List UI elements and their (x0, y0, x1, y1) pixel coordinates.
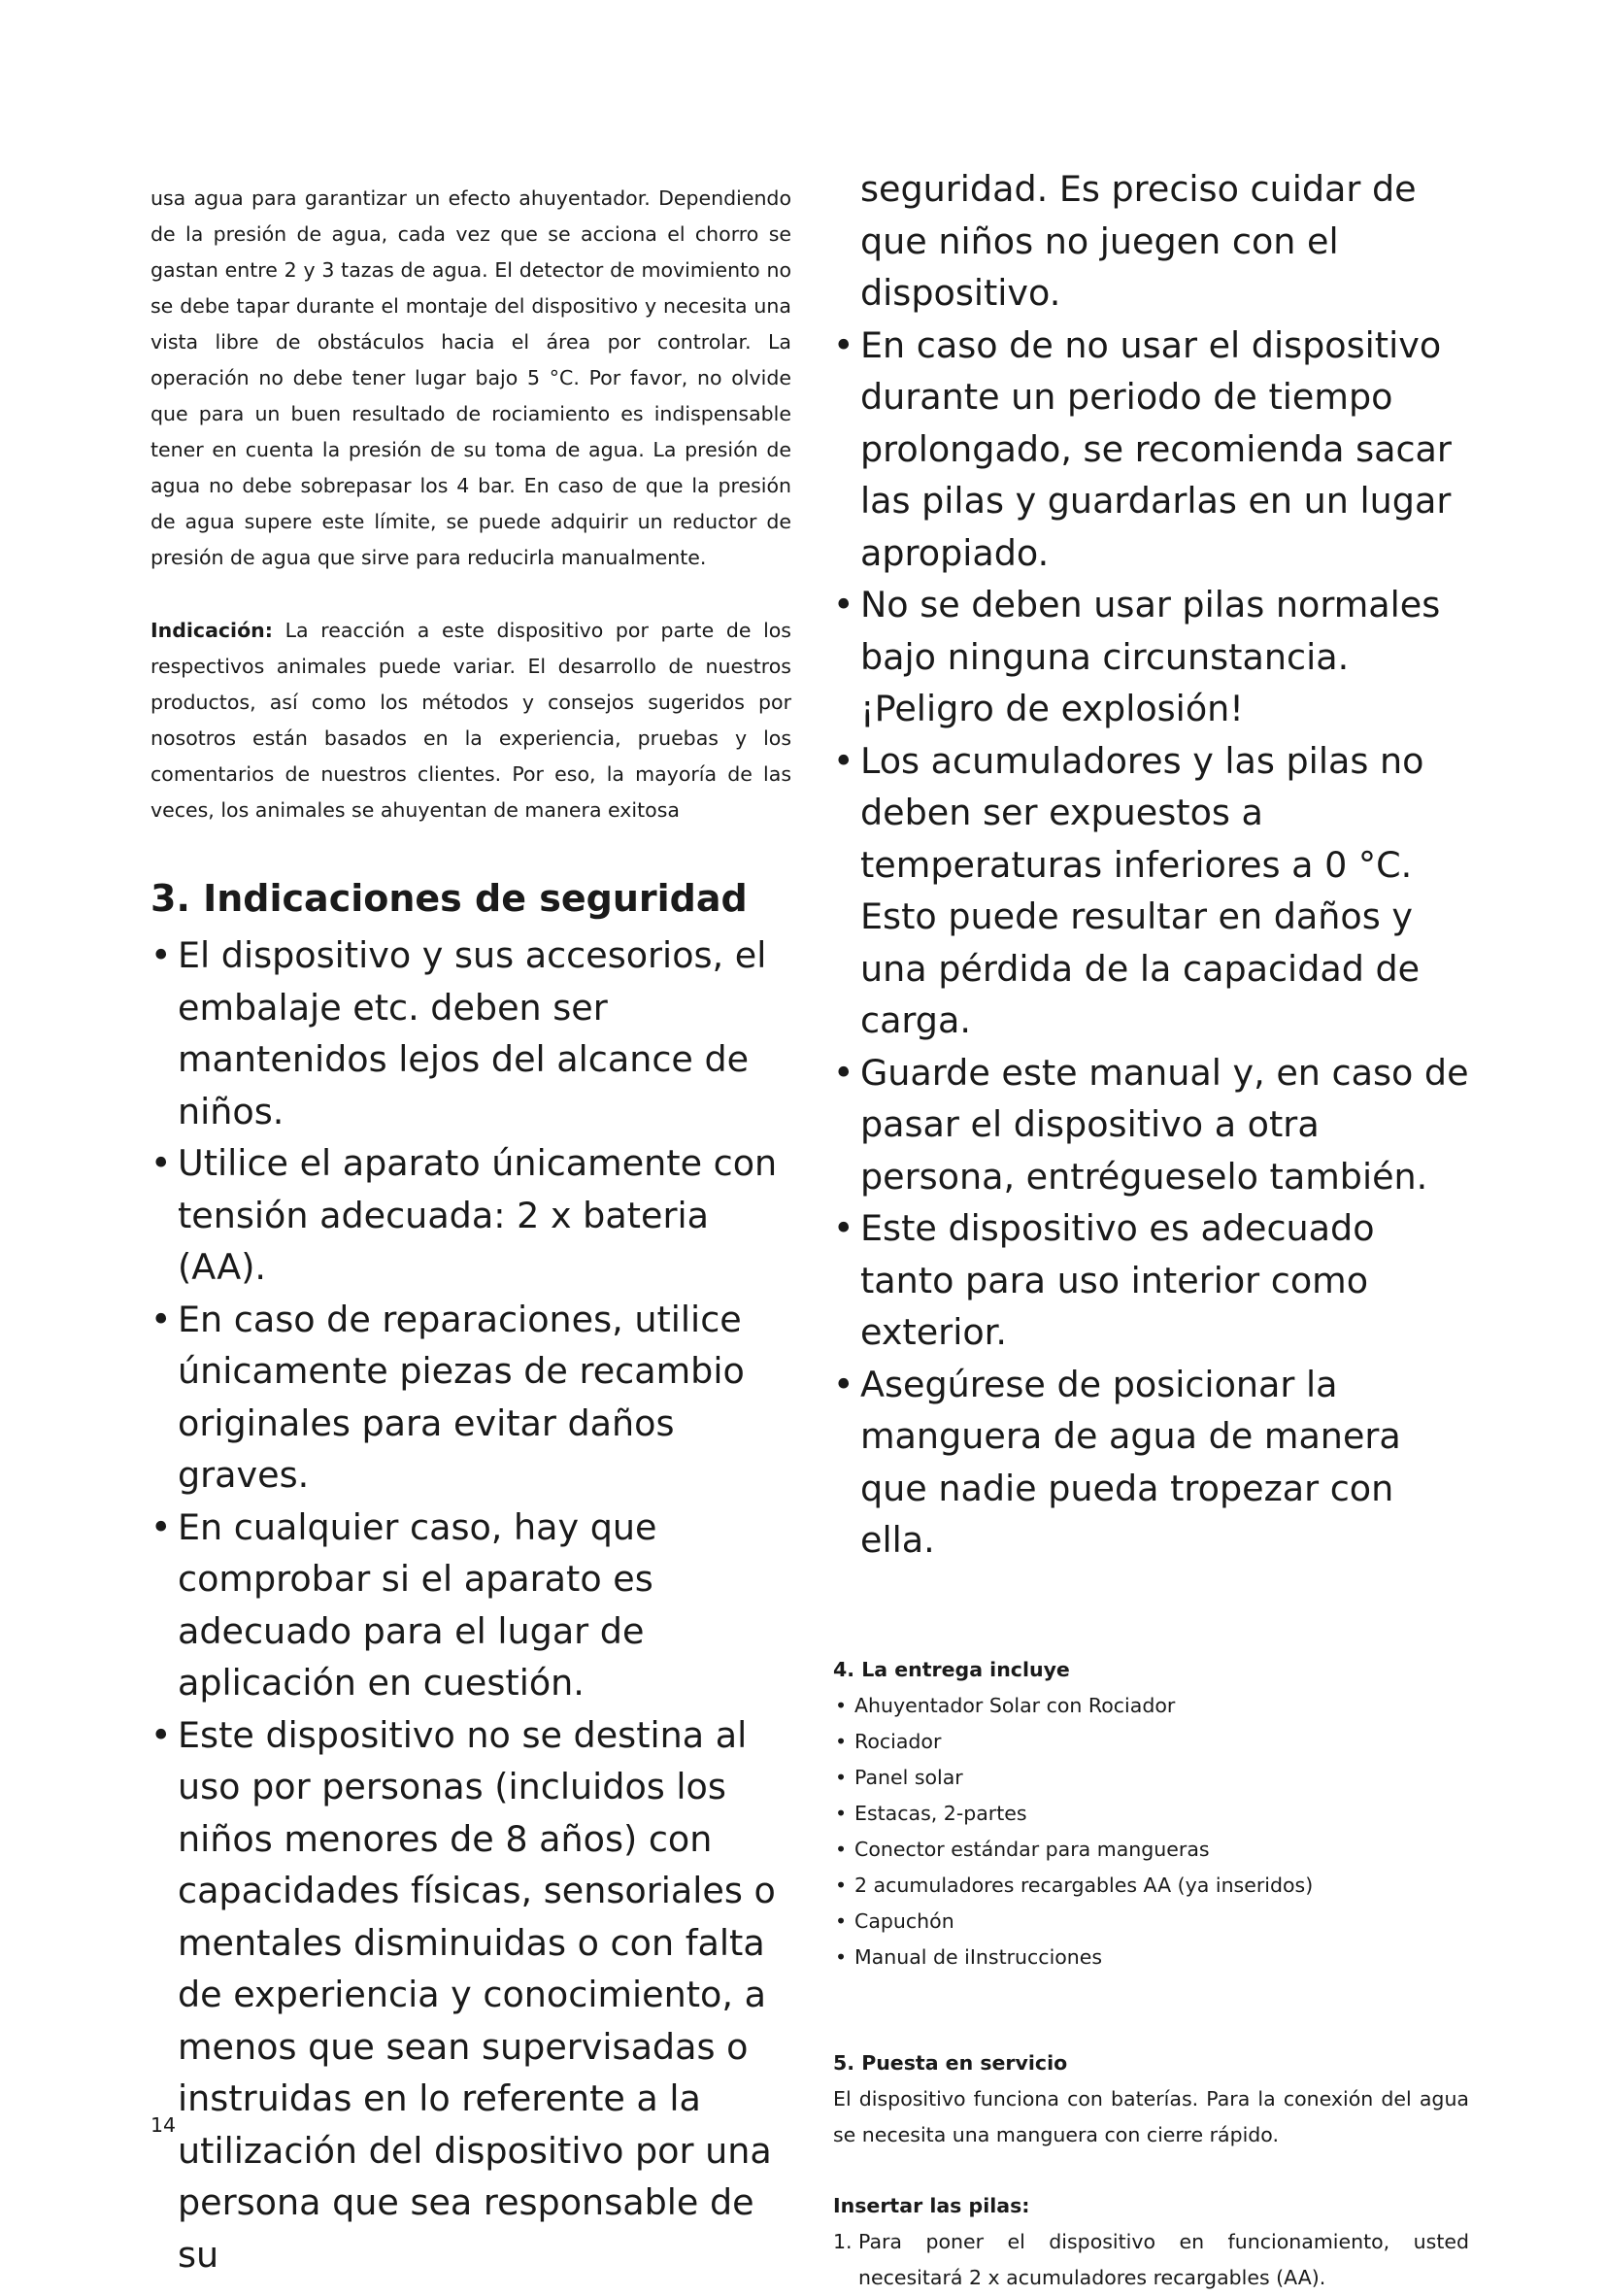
safety-list-left (151, 929, 791, 2280)
safety-list-right (833, 163, 1469, 1567)
bullet-icon: • (833, 1051, 854, 1094)
bullet-icon: • (835, 1908, 848, 1933)
list-item: • 2 acumuladores recargables AA (ya inseridos) (833, 1868, 1469, 1904)
entrega-section (833, 1652, 1469, 1975)
safety-item: • En caso de reparaciones, utilice únicamente piezas de recambio originales para evitar daños graves. (151, 1294, 791, 1502)
bullet-icon: • (151, 934, 172, 976)
pilas-steps (833, 2224, 1469, 2296)
bullet-icon: • (833, 584, 854, 625)
bullet-icon: • (151, 1713, 172, 1756)
bullet-icon: • (835, 1729, 848, 1753)
step-text: Para poner el dispositivo en funcionamiento, usted necesitará 2 x acumuladores recargables (AA). (858, 2229, 1469, 2289)
puesta-paragraph: El dispositivo funciona con baterías. Para la conexión del agua se necesita una manguera con cierre rápido. (833, 2086, 1469, 2146)
bullet-icon: • (835, 1944, 848, 1969)
safety-item: • No se deben usar pilas normales bajo ninguna circunstancia. ¡Peligro de explosión! (833, 579, 1469, 735)
bullet-icon: • (835, 1801, 848, 1825)
bullet-icon: • (833, 1363, 854, 1405)
bullet-icon: • (151, 1142, 172, 1184)
left-column (151, 181, 791, 2280)
list-item: • Manual de iInstrucciones (833, 1940, 1469, 1975)
bullet-icon: • (833, 323, 854, 366)
list-item: • Conector estándar para mangueras (833, 1832, 1469, 1868)
section-3-heading: 3. Indicaciones de seguridad (151, 877, 748, 920)
pilas-heading: Insertar las pilas: (833, 2193, 1030, 2217)
safety-item: • Este dispositivo no se destina al uso por personas (incluidos los niños menores de 8 años) con capacidades físicas, sensoriales o mentales disminuidas o con falta de experiencia y conocimiento, a menos que sean supervisadas o instruidas en lo referente a la utilización del dispositivo por una persona que sea responsable de su (151, 1709, 791, 2281)
list-item: • Capuchón (833, 1904, 1469, 1940)
step-number: 1. (833, 2229, 853, 2253)
safety-item: • Guarde este manual y, en caso de pasar el dispositivo a otra persona, entrégueselo también. (833, 1047, 1469, 1203)
bullet-icon: • (835, 1693, 848, 1717)
safety-item: • En caso de no usar el dispositivo durante un periodo de tiempo prolongado, se recomienda sacar las pilas y guardarlas en un lugar apropiado. (833, 320, 1469, 580)
right-column (833, 163, 1469, 2296)
bullet-icon: • (833, 739, 854, 782)
safety-item: • Utilice el aparato únicamente con tensión adecuada: 2 x bateria (AA). (151, 1137, 791, 1294)
safety-item: • El dispositivo y sus accesorios, el embalaje etc. deben ser mantenidos lejos del alcance de niños. (151, 929, 791, 1137)
bullet-icon: • (835, 1837, 848, 1861)
list-item: • Rociador (833, 1724, 1469, 1760)
indicacion-text: La reacción a este dispositivo por parte de los respectivos animales puede variar. El desarrollo de nuestros productos, así como los métodos y consejos sugeridos por nosotros están basados en la experiencia, pruebas y los comentarios de nuestros clientes. Por eso, la mayoría de las veces, los animales se ahuyentan de manera exitosa (151, 619, 791, 822)
bullet-icon: • (835, 1765, 848, 1789)
pilas-section (833, 2188, 1469, 2296)
safety-item: • Los acumuladores y las pilas no deben ser expuestos a temperaturas inferiores a 0 °C. Esto puede resultar en daños y una pérdida de la capacidad de carga. (833, 735, 1469, 1047)
safety-continuation: seguridad. Es preciso cuidar de que niños no juegen con el dispositivo. (860, 168, 1417, 314)
indicacion-label: Indicación: (151, 619, 273, 642)
puesta-heading: 5. Puesta en servicio (833, 2050, 1068, 2075)
intro-paragraph: usa agua para garantizar un efecto ahuyentador. Dependiendo de la presión de agua, cada vez que se acciona el chorro se gastan entre 2 y 3 tazas de agua. El detector de movimiento no se debe tapar durante el montaje del dispositivo y necesita una vista libre de obstáculos hacia el área por controlar. La operación no debe tener lugar bajo 5 °C. Por favor, no olvide que para un buen resultado de rociamiento es indispensable tener en cuenta la presión de su toma de agua. La presión de agua no debe sobrepasar los 4 bar. En caso de que la presión de agua supere este límite, se puede adquirir un reductor de presión de agua que sirve para reducirla manualmente. (151, 186, 791, 569)
bullet-icon: • (151, 1298, 172, 1340)
step-item (833, 2224, 1469, 2296)
list-item: • Panel solar (833, 1760, 1469, 1796)
safety-item: • Asegúrese de posicionar la manguera de agua de manera que nadie pueda tropezar con ella. (833, 1359, 1469, 1567)
bullet-icon: • (833, 1207, 854, 1249)
safety-item: • Este dispositivo es adecuado tanto para uso interior como exterior. (833, 1202, 1469, 1359)
list-item: • Estacas, 2-partes (833, 1796, 1469, 1832)
puesta-section (833, 2045, 1469, 2153)
entrega-list (833, 1688, 1469, 1975)
entrega-heading: 4. La entrega incluye (833, 1657, 1070, 1681)
bullet-icon: • (151, 1505, 172, 1548)
bullet-icon: • (835, 1873, 848, 1897)
list-item: • Ahuyentador Solar con Rociador (833, 1688, 1469, 1724)
safety-item: • En cualquier caso, hay que comprobar si el aparato es adecuado para el lugar de aplicación en cuestión. (151, 1502, 791, 1709)
indicacion-paragraph (151, 613, 791, 828)
page-number: 14 (151, 2113, 177, 2137)
